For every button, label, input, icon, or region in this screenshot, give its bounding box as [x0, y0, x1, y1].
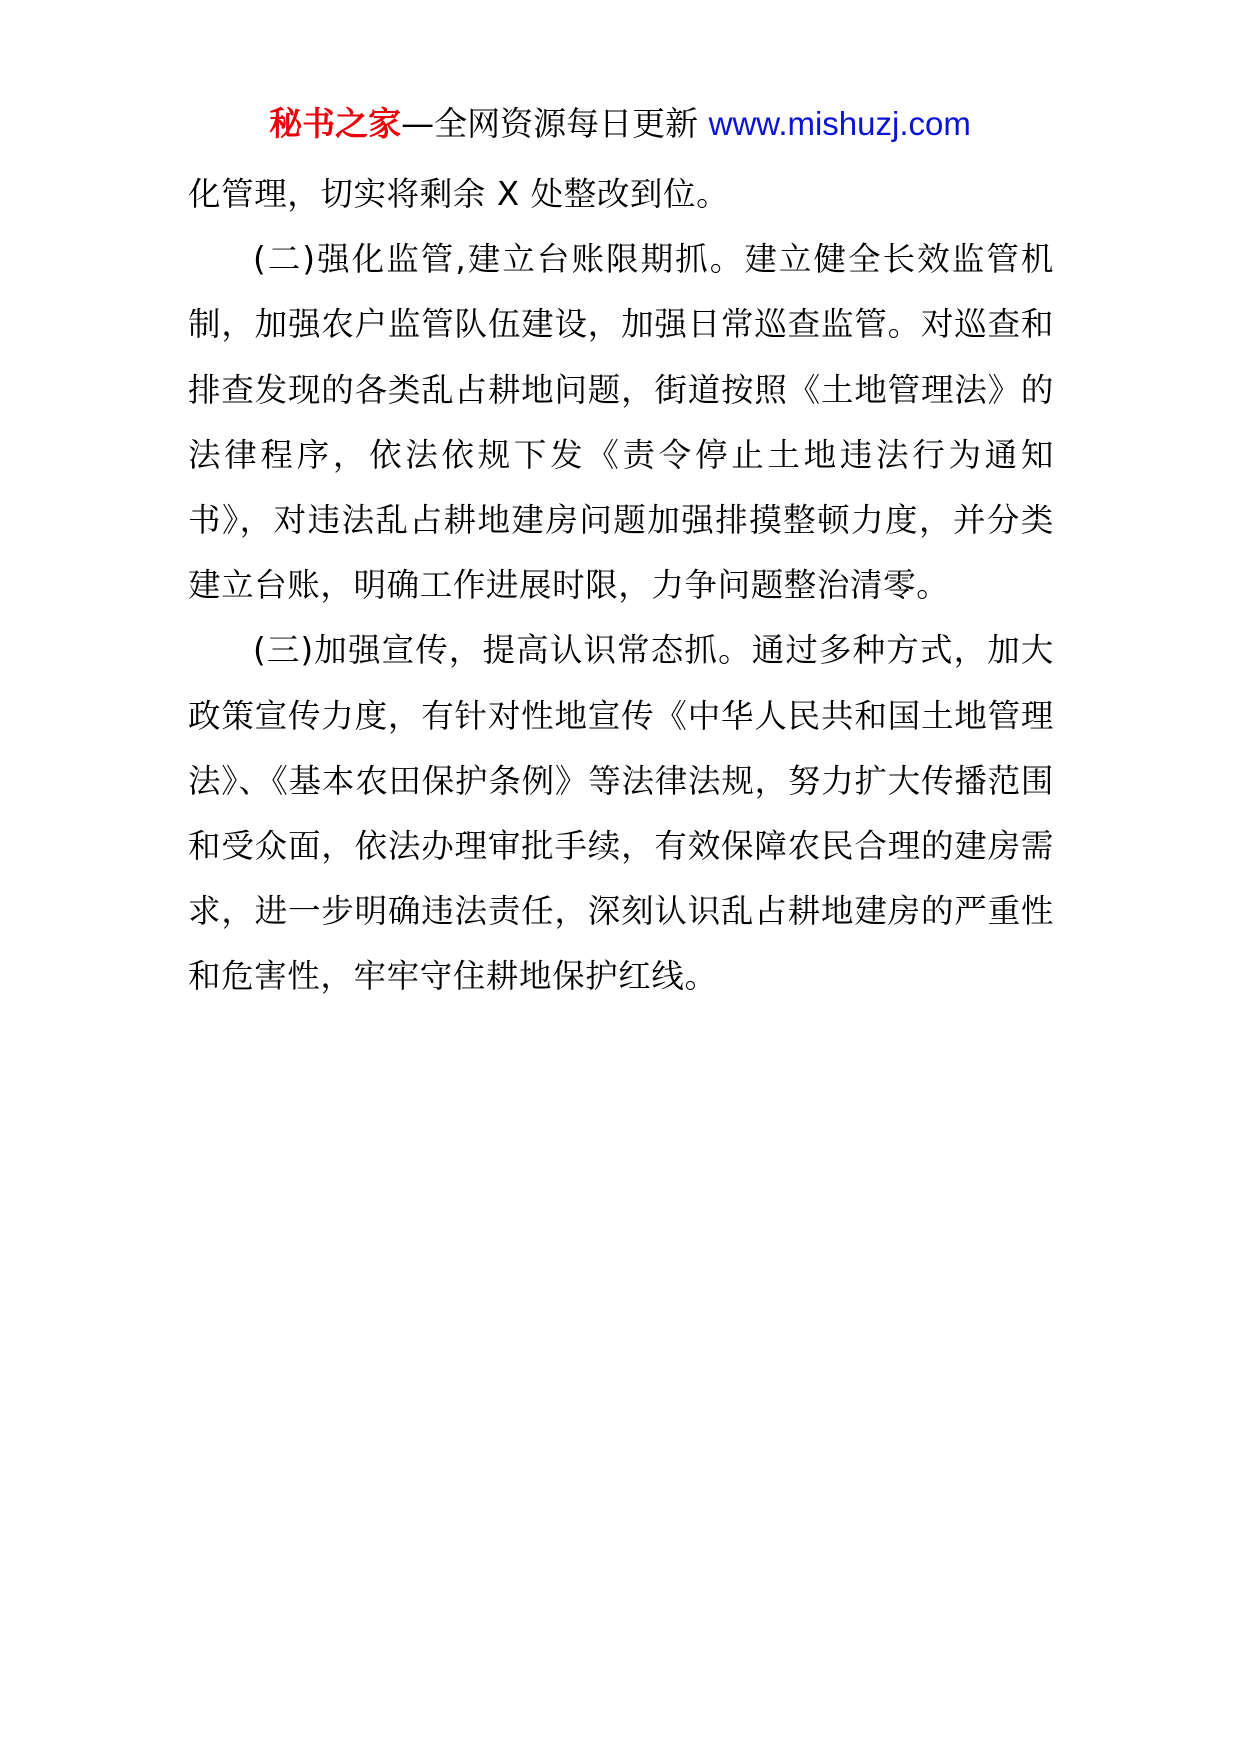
site-banner	[0, 100, 1240, 148]
paragraph-section-two: (二)强化监管,建立台账限期抓。建立健全长效监管机制，加强农户监管队伍建设，加强日常巡查监管。对巡查和排查发现的各类乱占耕地问题，街道按照《土地管理法》的法律程序，依法依规下发《责令停止土地违法行为通知书》，对违法乱占耕地建房问题加强排摸整顿力度，并分类建立台账，明确工作进展时限，力争问题整治清零。	[188, 240, 1054, 605]
site-slogan: —全网资源每日更新	[401, 104, 709, 143]
site-url-link[interactable]: www.mishuzj.com	[708, 105, 971, 142]
document-body	[188, 162, 1054, 1010]
site-brand: 秘书之家	[269, 104, 402, 143]
paragraph-section-three: (三)加强宣传，提高认识常态抓。通过多种方式，加大政策宣传力度，有针对性地宣传《中华人民共和国土地管理法》、《基本农田保护条例》等法律法规，努力扩大传播范围和受众面，依法办理审批手续，有效保障农民合理的建房需求，进一步明确违法责任，深刻认识乱占耕地建房的严重性和危害性，牢牢守住耕地保护红线。	[188, 631, 1054, 996]
paragraph-continuation: 化管理，切实将剩余 X 处整改到位。	[188, 175, 730, 213]
